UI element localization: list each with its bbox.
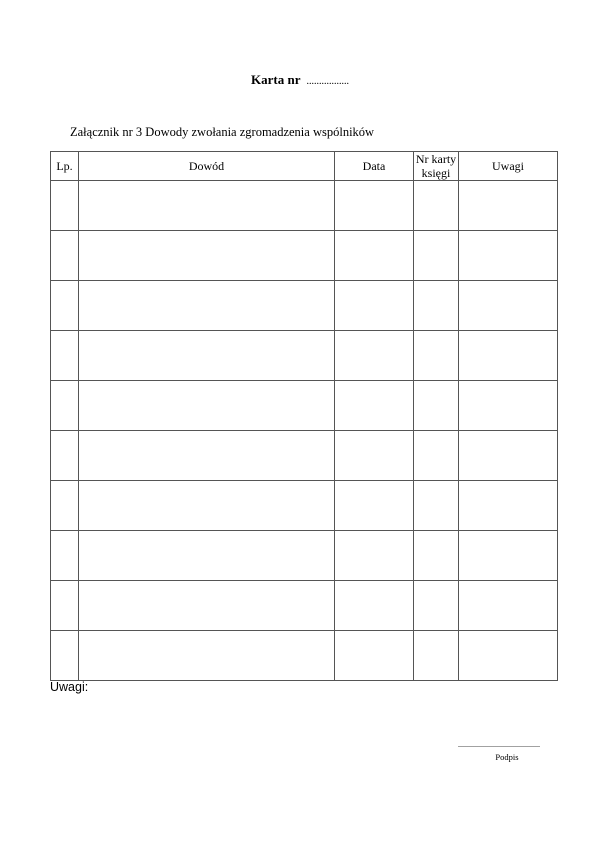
cell-data[interactable]	[335, 481, 414, 531]
header-uwagi: Uwagi	[459, 152, 558, 181]
cell-uwagi[interactable]	[459, 531, 558, 581]
cell-nr-karty[interactable]	[414, 181, 459, 231]
cell-nr-karty[interactable]	[414, 281, 459, 331]
cell-dowod[interactable]	[79, 181, 335, 231]
header-data: Data	[335, 152, 414, 181]
title-text: Karta nr	[251, 72, 301, 87]
table-row	[51, 331, 558, 381]
table-row	[51, 281, 558, 331]
cell-data[interactable]	[335, 581, 414, 631]
cell-lp[interactable]	[51, 331, 79, 381]
cell-lp[interactable]	[51, 581, 79, 631]
cell-uwagi[interactable]	[459, 481, 558, 531]
cell-dowod[interactable]	[79, 531, 335, 581]
cell-data[interactable]	[335, 631, 414, 681]
header-nr-karty-line2: księgi	[421, 166, 451, 180]
table-row	[51, 181, 558, 231]
table-row	[51, 581, 558, 631]
cell-nr-karty[interactable]	[414, 431, 459, 481]
cell-dowod[interactable]	[79, 381, 335, 431]
cell-uwagi[interactable]	[459, 331, 558, 381]
attachment-subtitle: Załącznik nr 3 Dowody zwołania zgromadzenia wspólników	[70, 125, 375, 139]
cell-nr-karty[interactable]	[414, 631, 459, 681]
cell-dowod[interactable]	[79, 631, 335, 681]
signature-line: .........................................	[458, 740, 540, 749]
cell-uwagi[interactable]	[459, 381, 558, 431]
cell-nr-karty[interactable]	[414, 581, 459, 631]
header-lp: Lp.	[51, 152, 79, 181]
cell-dowod[interactable]	[79, 331, 335, 381]
cell-nr-karty[interactable]	[414, 481, 459, 531]
table-row	[51, 481, 558, 531]
cell-uwagi[interactable]	[459, 631, 558, 681]
cell-nr-karty[interactable]	[414, 381, 459, 431]
cell-lp[interactable]	[51, 231, 79, 281]
cell-lp[interactable]	[51, 381, 79, 431]
cell-uwagi[interactable]	[459, 581, 558, 631]
cell-nr-karty[interactable]	[414, 231, 459, 281]
cell-dowod[interactable]	[79, 281, 335, 331]
notes-label: Uwagi:	[50, 680, 89, 694]
cell-nr-karty[interactable]	[414, 531, 459, 581]
cell-lp[interactable]	[51, 631, 79, 681]
cell-data[interactable]	[335, 431, 414, 481]
cell-lp[interactable]	[51, 281, 79, 331]
header-nr-karty	[414, 152, 459, 181]
cell-data[interactable]	[335, 181, 414, 231]
header-dowod: Dowód	[79, 152, 335, 181]
table-header-row	[51, 152, 558, 181]
header-nr-karty-line1: Nr karty	[415, 152, 457, 166]
evidence-table	[50, 151, 558, 681]
cell-lp[interactable]	[51, 481, 79, 531]
cell-dowod[interactable]	[79, 231, 335, 281]
cell-uwagi[interactable]	[459, 231, 558, 281]
cell-lp[interactable]	[51, 431, 79, 481]
cell-data[interactable]	[335, 231, 414, 281]
cell-data[interactable]	[335, 381, 414, 431]
cell-data[interactable]	[335, 531, 414, 581]
cell-data[interactable]	[335, 331, 414, 381]
table-row	[51, 531, 558, 581]
cell-uwagi[interactable]	[459, 281, 558, 331]
cell-nr-karty[interactable]	[414, 331, 459, 381]
signature-label: Podpis	[495, 752, 519, 762]
table-row	[51, 231, 558, 281]
cell-uwagi[interactable]	[459, 431, 558, 481]
cell-uwagi[interactable]	[459, 181, 558, 231]
page-title	[0, 72, 600, 88]
cell-lp[interactable]	[51, 531, 79, 581]
table-row	[51, 381, 558, 431]
cell-lp[interactable]	[51, 181, 79, 231]
cell-dowod[interactable]	[79, 431, 335, 481]
cell-dowod[interactable]	[79, 581, 335, 631]
title-number-placeholder: .................	[306, 76, 349, 87]
table-row	[51, 631, 558, 681]
cell-dowod[interactable]	[79, 481, 335, 531]
table-row	[51, 431, 558, 481]
cell-data[interactable]	[335, 281, 414, 331]
